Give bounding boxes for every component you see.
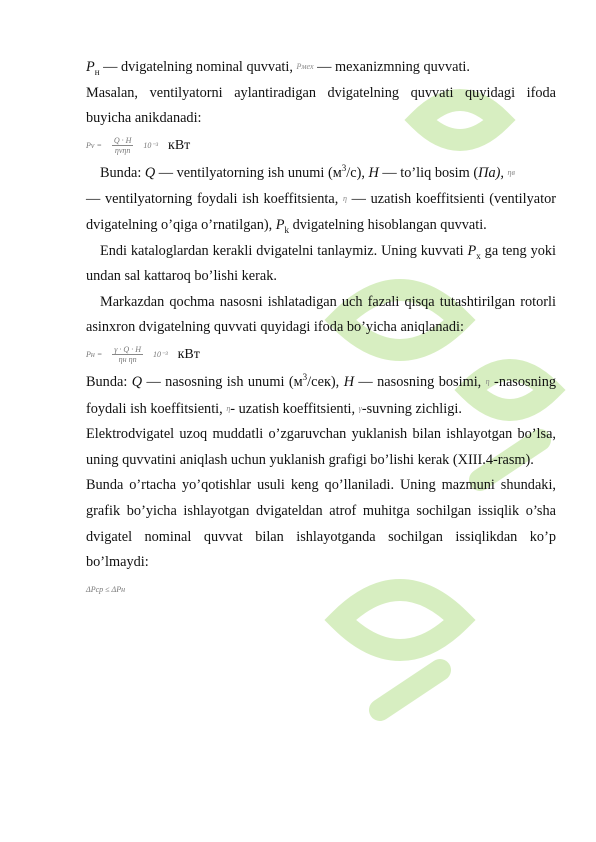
text-span: — dvigatelning nominal quvvati,	[99, 59, 297, 75]
formula-denominator: ηvηп	[114, 146, 131, 156]
paragraph-fan-intro: Masalan, ventilyatorni aylantiradigan dvigatelning quvvati quyidagi ifoda buyicha anikdanadi:	[86, 84, 556, 127]
text-span: — nasosning ish unumi (м	[142, 373, 303, 390]
formula-numerator: Q · H	[113, 136, 132, 146]
paragraph-catalog-selection	[86, 239, 556, 290]
text-span: — ventilyatorning foydali ish koeffitsienta,	[86, 191, 343, 208]
formula-numerator: γ · Q · H	[114, 345, 141, 355]
text-span: — uzatish koeffitsienti (ventilyator dvigatelning o’qiga o’rnatilgan),	[86, 191, 556, 233]
text-span: Endi kataloglardan kerakli dvigatelni tanlaymiz. Uning kuvvati	[100, 242, 468, 259]
superscript: 3	[302, 372, 308, 383]
symbol-eta: η	[226, 403, 231, 413]
text-span: -nasosning foydali ish koeffitsienti,	[86, 373, 557, 417]
text-span: ga teng yoki undan sal kattaroq bo’lishi kerak.	[86, 242, 557, 285]
document-body	[86, 54, 556, 604]
text-span: — nasosning bosimi,	[354, 373, 486, 390]
formula-fraction	[112, 136, 134, 155]
symbol-q: Q	[144, 164, 156, 181]
unit-pa: Па),	[478, 164, 504, 181]
symbol-h: H	[343, 373, 355, 390]
text-span: Bunda:	[100, 164, 145, 181]
formula-fraction	[112, 345, 143, 364]
symbol-eta: η	[485, 376, 490, 386]
formula-multiplier: 10⁻³	[143, 140, 159, 150]
symbol-pn-sub: н	[94, 66, 100, 77]
symbol-eta-v: ηв	[507, 167, 515, 177]
paragraph-power-definitions	[86, 54, 556, 81]
formula-denominator: ηн ηп	[118, 355, 137, 365]
formula-multiplier: 10⁻³	[152, 350, 168, 360]
paragraph-variable-load: Elektrodvigatel uzoq muddatli o’zgaruvchan yuklanish bilan ishlayotgan bo’lsa, uning quvvatini aniqlash uchun yuklanish grafigi bo’lishi kerak (XIII.4-rasm).	[86, 426, 556, 468]
formula-unit: кВт	[177, 347, 200, 363]
formula-pump-power	[86, 341, 556, 369]
symbol-px-sub: x	[476, 250, 481, 261]
text-span: /с),	[346, 164, 369, 181]
text-span: Bunda:	[86, 373, 132, 390]
paragraph-pump-intro: Markazdan qochma nasosni ishlatadigan uch fazali qisqa tutashtirilgan rotorli asinxron dvigatelning quvvati quyidagi ifoda bo’yicha aniqlanadi:	[86, 293, 556, 336]
symbol-gamma: γ	[358, 403, 362, 413]
formula-inequality: ΔPср ≤ ΔPн	[86, 584, 126, 594]
paragraph-average-losses: Bunda o’rtacha yo’qotishlar usuli keng qo’llaniladi. Uning mazmuni shundaki, grafik bo’yicha ishlayotgan dvigateldan atrof muhitga sochilgan issiqlik o’sha dvigatel nominal quvvat bilan ishlayotganda sochilgan issiqlikdan ko’p bo’lmaydi:	[86, 477, 556, 571]
paragraph-pump-variables	[86, 369, 556, 422]
text-span: — mexanizmning quvvati.	[313, 59, 470, 75]
text-span: dvigatelning hisoblangan quvvati.	[289, 216, 487, 233]
symbol-pk: P	[275, 216, 285, 233]
superscript: 3	[341, 163, 347, 174]
formula-unit: кВт	[168, 137, 191, 153]
formula-lhs: Pv =	[86, 140, 102, 150]
formula-lhs: Pн =	[86, 350, 103, 360]
formula-fan-power	[86, 132, 556, 160]
symbol-pmech: Pмех	[296, 62, 314, 71]
text-span: /сек),	[307, 373, 344, 390]
symbol-h: H	[368, 164, 379, 181]
symbol-eta: η	[343, 194, 347, 204]
symbol-pk-sub: k	[284, 224, 290, 235]
text-span: -suvning zichligi.	[361, 400, 462, 417]
symbol-q: Q	[131, 373, 143, 390]
symbol-pn: P	[86, 59, 95, 75]
text-span: — ventilyatorning ish unumi (м	[155, 164, 342, 181]
symbol-px: P	[467, 242, 477, 259]
text-span: - uzatish koeffitsienti,	[230, 400, 359, 417]
formula-losses	[86, 576, 556, 604]
paragraph-fan-variables	[86, 160, 556, 239]
text-span: — to’liq bosim (	[378, 164, 479, 181]
